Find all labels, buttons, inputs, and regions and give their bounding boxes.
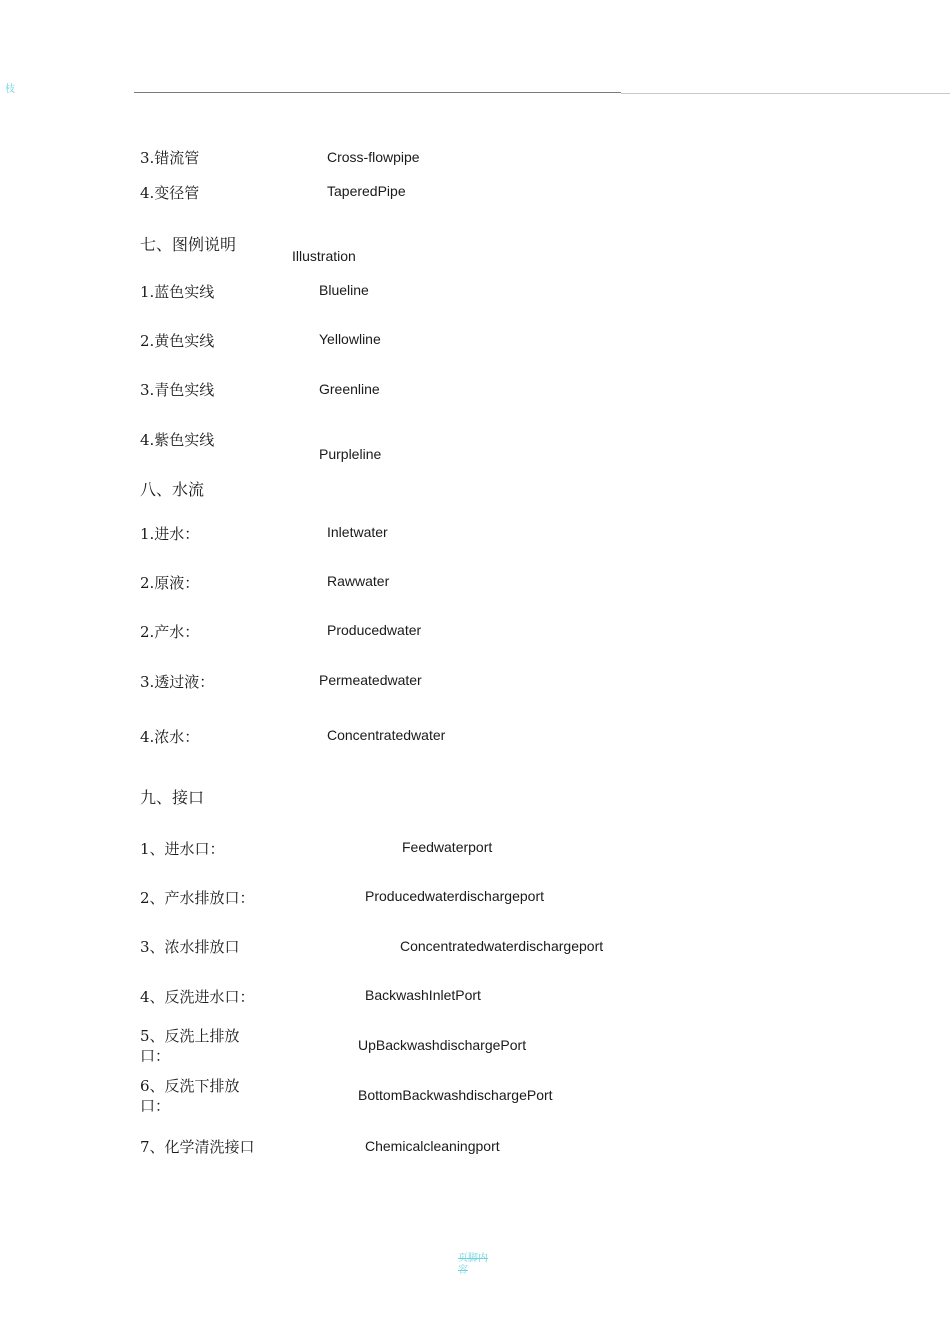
flow-label-en: Producedwater (327, 622, 422, 638)
port-label-zh: 2、产水排放口： (140, 889, 255, 907)
flow-label-zh: 4.浓水： (140, 728, 200, 746)
footer-text: 页脚内容 (458, 1253, 488, 1276)
port-label-zh: 1、进水口： (140, 840, 225, 858)
flow-label-en: Inletwater (327, 524, 388, 540)
port-label-en: UpBackwashdischargePort (358, 1037, 527, 1053)
port-label-en: Chemicalcleaningport (365, 1138, 500, 1154)
section-7-title: 七、图例说明 (140, 235, 237, 254)
port-label-en: BottomBackwashdischargePort (358, 1087, 553, 1103)
port-label-en: Concentratedwaterdischargeport (400, 938, 604, 954)
port-label-en: Producedwaterdischargeport (365, 888, 544, 904)
legend-label-zh: 3.青色实线 (140, 381, 215, 399)
port-label-zh: 3、浓水排放口 (140, 938, 240, 956)
item-label-zh: 4.变径管 (140, 184, 200, 202)
port-label-zh: 5、反洗上排放口： (140, 1027, 240, 1065)
flow-label-zh: 1.进水： (140, 525, 200, 543)
legend-label-en: Purpleline (319, 446, 382, 462)
item-label-en: TaperedPipe (327, 183, 406, 199)
port-label-zh: 6、反洗下排放口： (140, 1077, 240, 1115)
legend-label-zh: 2.黄色实线 (140, 332, 215, 350)
item-label-zh: 3.错流管 (140, 149, 200, 167)
legend-label-en: Yellowline (319, 331, 381, 347)
legend-label-zh: 1.蓝色实线 (140, 283, 215, 301)
flow-label-zh: 2.产水： (140, 623, 200, 641)
legend-label-en: Blueline (319, 282, 369, 298)
port-label-zh: 4、反洗进水口： (140, 988, 255, 1006)
legend-label-zh: 4.紫色实线 (140, 431, 215, 449)
header-mark: 枝 (5, 84, 15, 95)
flow-label-en: Permeatedwater (319, 672, 422, 688)
flow-label-zh: 3.透过液： (140, 673, 215, 691)
section-8-title: 八、水流 (140, 480, 205, 499)
header-rule (134, 92, 621, 93)
section-9-title: 九、接口 (140, 788, 205, 807)
port-label-en: BackwashInletPort (365, 987, 481, 1003)
section-7-title-en: Illustration (292, 248, 356, 264)
port-label-en: Feedwaterport (402, 839, 493, 855)
flow-label-en: Rawwater (327, 573, 390, 589)
legend-label-en: Greenline (319, 381, 380, 397)
item-label-en: Cross-flowpipe (327, 149, 420, 165)
header-rule-light (621, 93, 950, 94)
port-label-zh: 7、化学清洗接口 (140, 1138, 255, 1156)
flow-label-zh: 2.原液： (140, 574, 200, 592)
flow-label-en: Concentratedwater (327, 727, 446, 743)
